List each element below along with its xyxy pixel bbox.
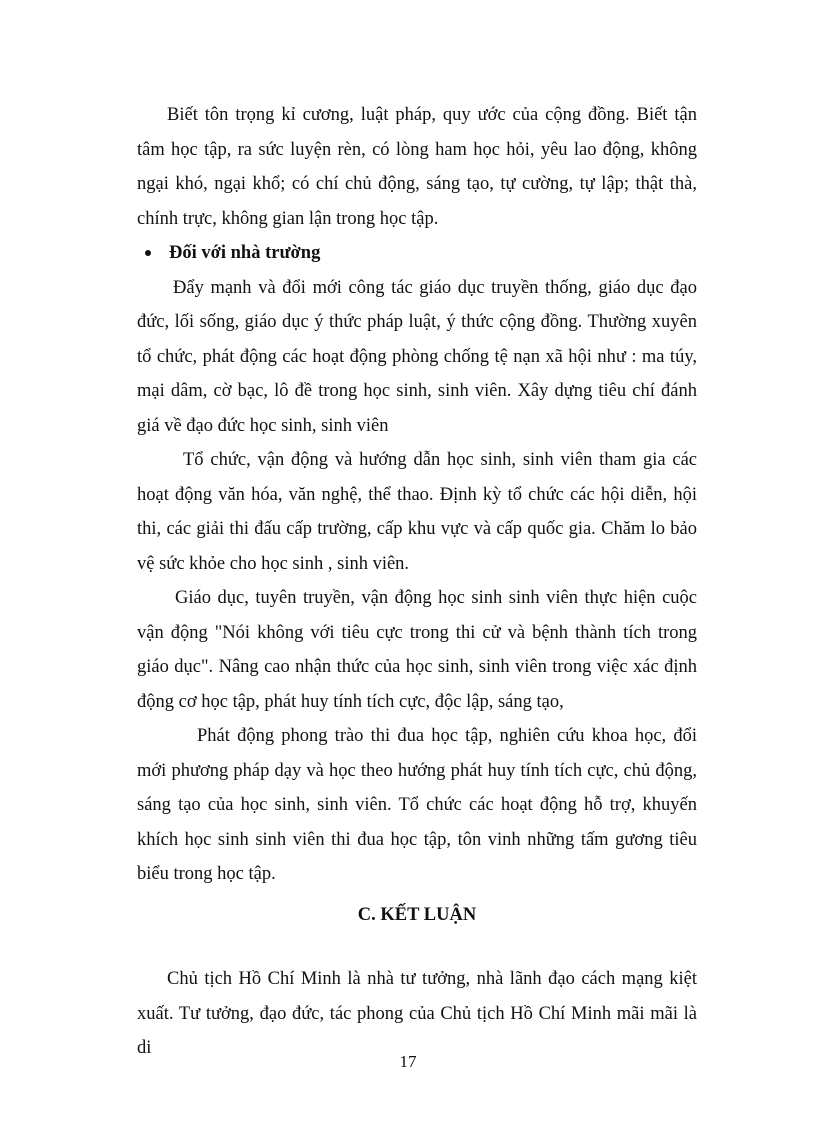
page-number: 17 — [399, 1052, 417, 1071]
bullet-heading-school — [137, 236, 697, 271]
paragraph-discipline: Biết tôn trọng kỉ cương, luật pháp, quy ước của cộng đồng. Biết tận tâm học tập, ra sức luyện rèn, có lòng ham học hỏi, yêu lao động, không ngại khó, ngại khổ; có chí chủ động, sáng tạo, tự cường, tự lập; thật thà, chính trực, không gian lận trong học tập. — [137, 105, 697, 229]
paragraph-cultural-activities: Tổ chức, vận động và hướng dẫn học sinh, sinh viên tham gia các hoạt động văn hóa, văn nghệ, thể thao. Định kỳ tổ chức các hội diễn, hội thi, các giải thi đấu cấp trường, cấp khu vực và cấp quốc gia. Chăm lo bảo vệ sức khỏe cho học sinh , sinh viên. — [137, 450, 697, 574]
page-body — [137, 98, 697, 1066]
paragraph-propaganda: Giáo dục, tuyên truyền, vận động học sinh sinh viên thực hiện cuộc vận động "Nói không với tiêu cực trong thi cử và bệnh thành tích trong giáo dục". Nâng cao nhận thức của học sinh, sinh viên trong việc xác định động cơ học tập, phát huy tính tích cực, độc lập, sáng tạo, — [137, 588, 697, 712]
bullet-icon — [145, 250, 151, 256]
bullet-heading-text: Đối với nhà trường — [169, 242, 321, 263]
paragraph-emulation: Phát động phong trào thi đua học tập, nghiên cứu khoa học, đổi mới phương pháp dạy và học theo hướng phát huy tính tích cực, chủ động, sáng tạo của học sinh, sinh viên. Tổ chức các hoạt động hỗ trợ, khuyến khích học sinh sinh viên thi đua học tập, tôn vinh những tấm gương tiêu biểu trong học tập. — [137, 726, 697, 884]
paragraph-conclusion: Chủ tịch Hồ Chí Minh là nhà tư tưởng, nhà lãnh đạo cách mạng kiệt xuất. Tư tưởng, đạo đức, tác phong của Chủ tịch Hồ Chí Minh mãi mãi là di — [137, 969, 697, 1058]
section-heading-conclusion: C. KẾT LUẬN — [357, 904, 477, 925]
paragraph-tradition-education: Đẩy mạnh và đổi mới công tác giáo dục truyền thống, giáo dục đạo đức, lối sống, giáo dục ý thức pháp luật, ý thức cộng đồng. Thường xuyên tổ chức, phát động các hoạt động phòng chống tệ nạn xã hội như : ma túy, mại dâm, cờ bạc, lô đề trong học sinh, sinh viên. Xây dựng tiêu chí đánh giá về đạo đức học sinh, sinh viên — [137, 277, 697, 436]
